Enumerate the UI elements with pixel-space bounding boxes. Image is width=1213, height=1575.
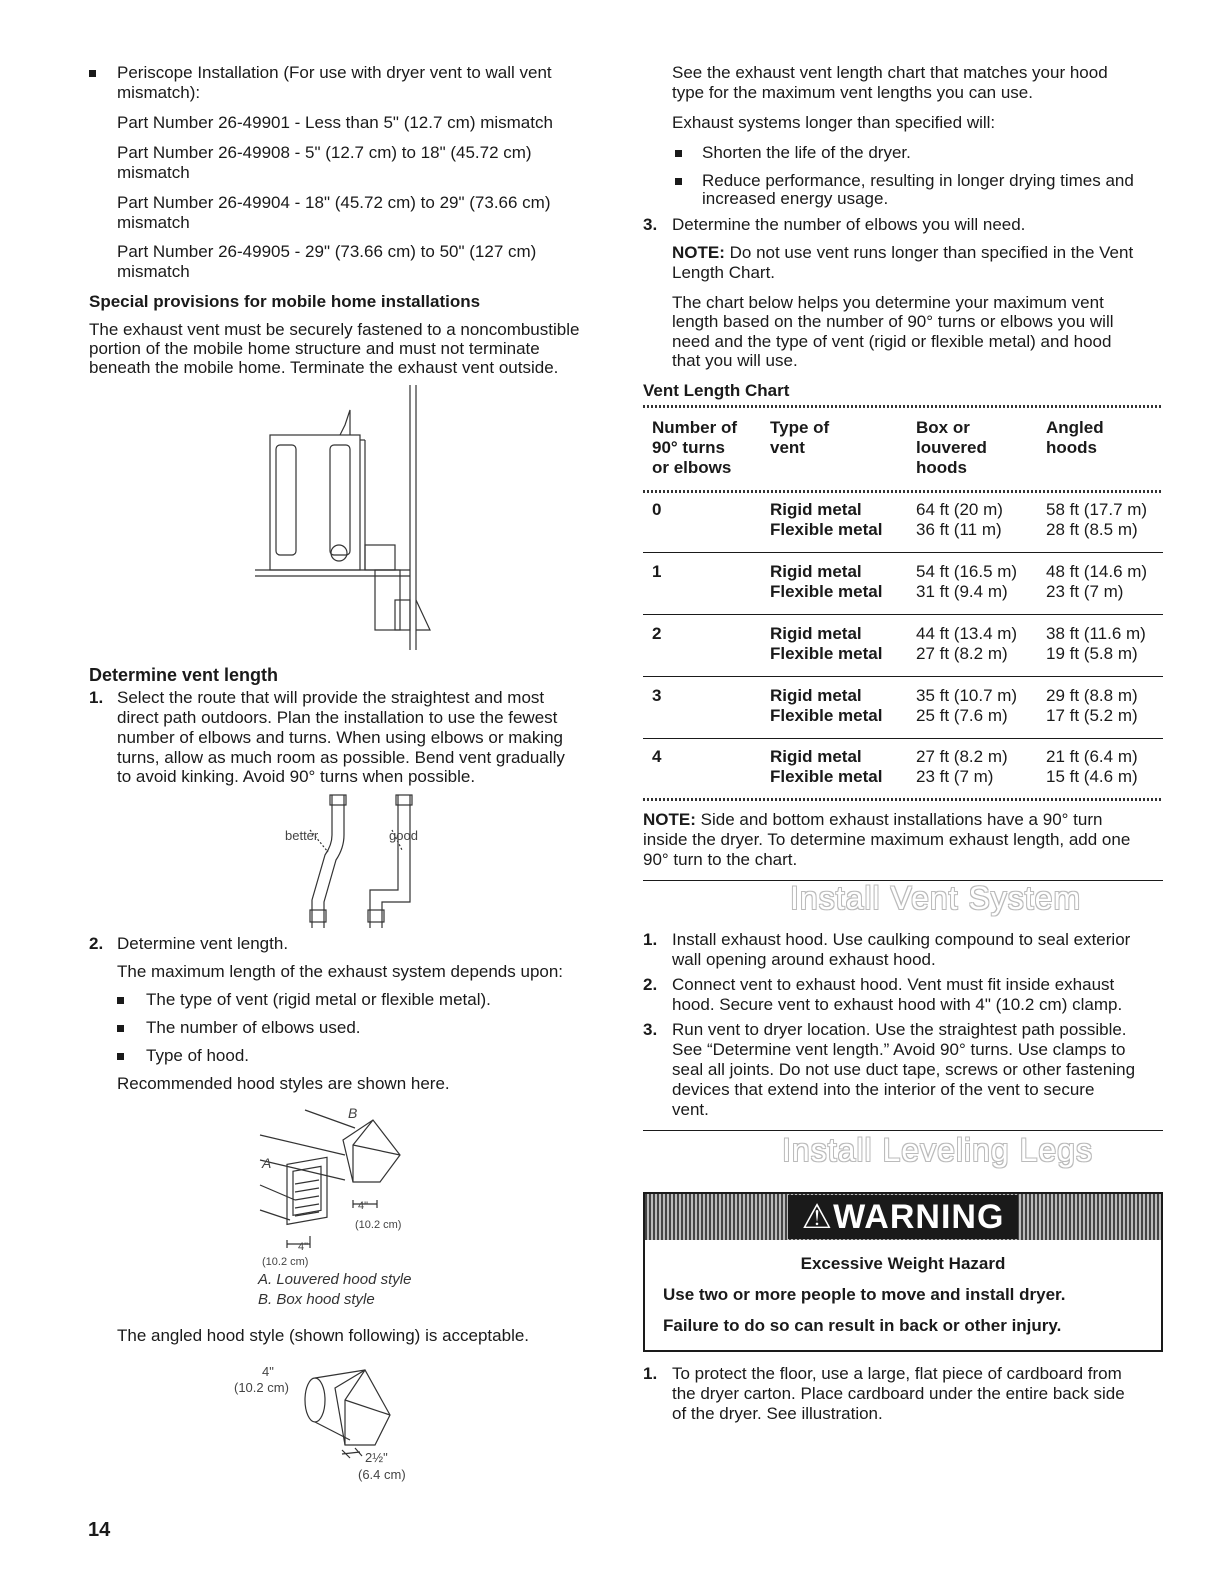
caption-box-hood: B. Box hood style — [258, 1291, 375, 1308]
level-step-1-line3: of the dryer. See illustration. — [672, 1404, 883, 1423]
periscope-heading-line1: Periscope Installation (For use with dryer vent to wall vent — [117, 63, 552, 82]
note-label: NOTE: — [672, 243, 725, 262]
row-2-box-flexible: 27 ft (8.2 m) — [916, 644, 1008, 663]
good-label: good — [389, 828, 418, 843]
header-box-l3: hoods — [916, 458, 967, 477]
row-3-turns: 3 — [652, 686, 662, 705]
longer-bullet-1: Shorten the life of the dryer. — [702, 143, 911, 162]
row-2-turns: 2 — [652, 624, 662, 643]
hood-label-b: B — [348, 1105, 358, 1121]
note2-label: NOTE: — [643, 810, 696, 829]
install-step-1-line1: Install exhaust hood. Use caulking compound to seal exterior — [672, 930, 1131, 949]
row-divider — [643, 552, 1163, 553]
warning-box — [643, 1192, 1163, 1352]
note2-line3: 90° turn to the chart. — [643, 850, 798, 869]
mobile-home-line1: The exhaust vent must be securely fastened to a noncombustible — [89, 320, 580, 339]
recommended-hood-text: Recommended hood styles are shown here. — [117, 1074, 450, 1093]
box-dim-10cm: (10.2 cm) — [355, 1219, 402, 1231]
better-label: better — [285, 828, 319, 843]
install-step-3-line4: devices that extend into the interior of the vent to secure — [672, 1080, 1095, 1099]
row-1-turns: 1 — [652, 562, 662, 581]
row-1-angled-rigid: 48 ft (14.6 m) — [1046, 562, 1148, 581]
header-vent-l2: vent — [770, 438, 805, 457]
better-good-vent-illustration — [280, 790, 440, 930]
row-1-box-flexible: 31 ft (9.4 m) — [916, 582, 1008, 601]
install-step-3-line2: See “Determine vent length.” Avoid 90° turns. Use clamps to — [672, 1040, 1126, 1059]
step-1-number: 1. — [89, 688, 104, 707]
install-step-2-line2: hood. Secure vent to exhaust hood with 4" (10.2 cm) clamp. — [672, 995, 1123, 1014]
row-4-turns: 4 — [652, 747, 662, 766]
step-1-line5: to avoid kinking. Avoid 90° turns when possible. — [117, 767, 476, 786]
part-number-3: Part Number 26-49904 - 18" (45.72 cm) to 29" (73.66 cm) — [117, 193, 551, 212]
mobile-home-heading: Special provisions for mobile home installations — [89, 292, 481, 311]
step-1-line2: direct path outdoors. Plan the installation to use the fewest — [117, 708, 558, 727]
bullet-square — [675, 178, 682, 185]
caption-louvered-hood: A. Louvered hood style — [258, 1271, 412, 1288]
step-3-number: 3. — [643, 215, 658, 234]
row-3-angled-flexible: 17 ft (5.2 m) — [1046, 706, 1138, 725]
level-step-1-line1: To protect the floor, use a large, flat piece of cardboard from — [672, 1364, 1122, 1383]
chart-intro-line2: length based on the number of 90° turns or elbows you will — [672, 312, 1114, 331]
angled-hood-text: The angled hood style (shown following) is acceptable. — [117, 1326, 530, 1345]
intro-line2: type for the maximum vent lengths you can use. — [672, 83, 1033, 102]
row-0-angled-rigid: 58 ft (17.7 m) — [1046, 500, 1148, 519]
row-0-box-flexible: 36 ft (11 m) — [916, 520, 1002, 539]
bullet-square — [675, 150, 682, 157]
header-rule — [643, 490, 1163, 493]
longer-bullet-2-cont: increased energy usage. — [702, 189, 889, 208]
row-1-angled-flexible: 23 ft (7 m) — [1046, 582, 1124, 601]
mobile-home-line3: beneath the mobile home. Terminate the exhaust vent outside. — [89, 358, 559, 377]
level-step-1-number: 1. — [643, 1364, 658, 1383]
angled-dim-2half-in: 2½" — [365, 1450, 388, 1465]
header-box-l1: Box or — [916, 418, 970, 437]
row-2-vent-flexible: Flexible metal — [770, 644, 883, 663]
install-step-3-line3: seal all joints. Do not use duct tape, screws or other fastening — [672, 1060, 1136, 1079]
chart-top-rule — [643, 405, 1163, 408]
header-vent-type — [770, 418, 829, 458]
install-step-1-line2: wall opening around exhaust hood. — [672, 950, 936, 969]
bullet-square — [89, 70, 96, 77]
note2-line1 — [643, 810, 1102, 830]
step-1-line4: turns, allow as much room as possible. Bend vent gradually — [117, 748, 565, 767]
install-step-3-line5: vent. — [672, 1100, 709, 1119]
row-0-angled-flexible: 28 ft (8.5 m) — [1046, 520, 1138, 539]
install-step-1-number: 1. — [643, 930, 658, 949]
row-3-box-rigid: 35 ft (10.7 m) — [916, 686, 1018, 705]
row-4-box-flexible: 23 ft (7 m) — [916, 767, 994, 786]
row-3-vent-flexible: Flexible metal — [770, 706, 883, 725]
row-divider — [643, 738, 1163, 739]
vent-length-chart-title: Vent Length Chart — [643, 381, 790, 400]
depends-bullet-1: The type of vent (rigid metal or flexible metal). — [146, 990, 491, 1009]
mobile-home-line2: portion of the mobile home structure and must not terminate — [89, 339, 540, 358]
install-step-2-line1: Connect vent to exhaust hood. Vent must fit inside exhaust — [672, 975, 1115, 994]
louvered-dim-4in: 4" — [298, 1241, 309, 1253]
angled-hood-illustration — [280, 1360, 420, 1480]
row-divider — [643, 614, 1163, 615]
warning-band — [645, 1194, 1161, 1240]
row-1-vent-flexible: Flexible metal — [770, 582, 883, 601]
row-2-angled-flexible: 19 ft (5.8 m) — [1046, 644, 1138, 663]
row-2-vent-rigid: Rigid metal — [770, 624, 862, 643]
warning-label — [788, 1195, 1019, 1239]
note-line1 — [672, 243, 1133, 263]
note2-line2: inside the dryer. To determine maximum exhaust length, add one — [643, 830, 1131, 849]
row-1-vent-rigid: Rigid metal — [770, 562, 862, 581]
chart-intro-line4: that you will use. — [672, 351, 798, 370]
warning-hazard: Excessive Weight Hazard — [800, 1254, 1006, 1273]
periscope-heading-line2: mismatch): — [117, 83, 201, 102]
step-2-text: Determine vent length. — [117, 934, 289, 953]
row-2-angled-rigid: 38 ft (11.6 m) — [1046, 624, 1146, 643]
header-angled-l1: Angled — [1046, 418, 1104, 437]
header-turns-l3: or elbows — [652, 458, 732, 477]
row-4-box-rigid: 27 ft (8.2 m) — [916, 747, 1008, 766]
depends-bullet-3: Type of hood. — [146, 1046, 250, 1065]
header-angled-l2: hoods — [1046, 438, 1097, 457]
row-0-vent-rigid: Rigid metal — [770, 500, 862, 519]
note-text: Do not use vent runs longer than specified in the Vent — [729, 243, 1134, 262]
install-step-3-number: 3. — [643, 1020, 658, 1039]
angled-dim-4in: 4" — [262, 1364, 274, 1379]
warning-text: WARNING — [833, 1198, 1005, 1236]
bullet-square — [117, 1053, 124, 1060]
warning-triangle-icon: ⚠ — [801, 1198, 834, 1236]
dryer-vent-illustration — [250, 385, 450, 655]
row-0-turns: 0 — [652, 500, 662, 519]
install-step-2-number: 2. — [643, 975, 658, 994]
hood-label-a: A — [262, 1155, 272, 1171]
row-4-angled-rigid: 21 ft (6.4 m) — [1046, 747, 1138, 766]
chart-intro-line1: The chart below helps you determine your maximum vent — [672, 293, 1104, 312]
header-box-l2: louvered — [916, 438, 987, 457]
determine-vent-length-heading: Determine vent length — [89, 665, 279, 685]
row-0-vent-flexible: Flexible metal — [770, 520, 883, 539]
part-number-2: Part Number 26-49908 - 5" (12.7 cm) to 18" (45.72 cm) — [117, 143, 532, 162]
chart-intro-line3: need and the type of vent (rigid or flexible metal) and hood — [672, 332, 1112, 351]
angled-dim-6cm: (6.4 cm) — [358, 1467, 406, 1482]
step-2-number: 2. — [89, 934, 104, 953]
bullet-square — [117, 1025, 124, 1032]
header-turns-l2: 90° turns — [652, 438, 725, 457]
row-1-box-rigid: 54 ft (16.5 m) — [916, 562, 1018, 581]
header-turns-l1: Number of — [652, 418, 737, 437]
table-bottom-rule — [643, 798, 1163, 801]
row-4-angled-flexible: 15 ft (4.6 m) — [1046, 767, 1138, 786]
warning-line1: Use two or more people to move and install dryer. — [663, 1285, 1066, 1304]
box-dim-4in: 4" — [358, 1200, 369, 1212]
note-line2: Length Chart. — [672, 263, 776, 282]
step-2-subtext: The maximum length of the exhaust system depends upon: — [117, 962, 564, 981]
install-vent-system-title: Install Vent System — [790, 880, 1082, 916]
louvered-dim-10cm: (10.2 cm) — [262, 1256, 309, 1268]
level-step-1-line2: the dryer carton. Place cardboard under the entire back side — [672, 1384, 1125, 1403]
depends-bullet-2: The number of elbows used. — [146, 1018, 361, 1037]
row-4-vent-rigid: Rigid metal — [770, 747, 862, 766]
row-4-vent-flexible: Flexible metal — [770, 767, 883, 786]
row-0-box-rigid: 64 ft (20 m) — [916, 500, 1003, 519]
header-angled — [1046, 418, 1104, 458]
row-3-angled-rigid: 29 ft (8.8 m) — [1046, 686, 1138, 705]
part-number-2-cont: mismatch — [117, 163, 190, 182]
header-turns — [652, 418, 737, 478]
install-step-3-line1: Run vent to dryer location. Use the straightest path possible. — [672, 1020, 1127, 1039]
header-box-louvered — [916, 418, 987, 478]
note2-text: Side and bottom exhaust installations have a 90° turn — [700, 810, 1103, 829]
page-number: 14 — [88, 1519, 111, 1541]
row-3-box-flexible: 25 ft (7.6 m) — [916, 706, 1008, 725]
longer-than-text: Exhaust systems longer than specified will: — [672, 113, 996, 132]
row-3-vent-rigid: Rigid metal — [770, 686, 862, 705]
part-number-3-cont: mismatch — [117, 213, 190, 232]
step-3-text: Determine the number of elbows you will need. — [672, 215, 1026, 234]
intro-line1: See the exhaust vent length chart that matches your hood — [672, 63, 1108, 82]
row-divider — [643, 676, 1163, 677]
install-leveling-legs-title: Install Leveling Legs — [782, 1132, 1093, 1168]
part-number-1: Part Number 26-49901 - Less than 5" (12.7 cm) mismatch — [117, 113, 553, 132]
step-1-line3: number of elbows and turns. When using elbows or making — [117, 728, 564, 747]
bullet-square — [117, 997, 124, 1004]
part-number-4: Part Number 26-49905 - 29" (73.66 cm) to 50" (127 cm) — [117, 242, 537, 261]
angled-dim-10cm: (10.2 cm) — [234, 1380, 289, 1395]
header-vent-l1: Type of — [770, 418, 830, 437]
row-2-box-rigid: 44 ft (13.4 m) — [916, 624, 1018, 643]
section-divider — [643, 1130, 1163, 1131]
longer-bullet-2: Reduce performance, resulting in longer drying times and — [702, 171, 1134, 190]
step-1-line1: Select the route that will provide the straightest and most — [117, 688, 545, 707]
warning-line2: Failure to do so can result in back or other injury. — [663, 1316, 1062, 1335]
part-number-4-cont: mismatch — [117, 262, 190, 281]
